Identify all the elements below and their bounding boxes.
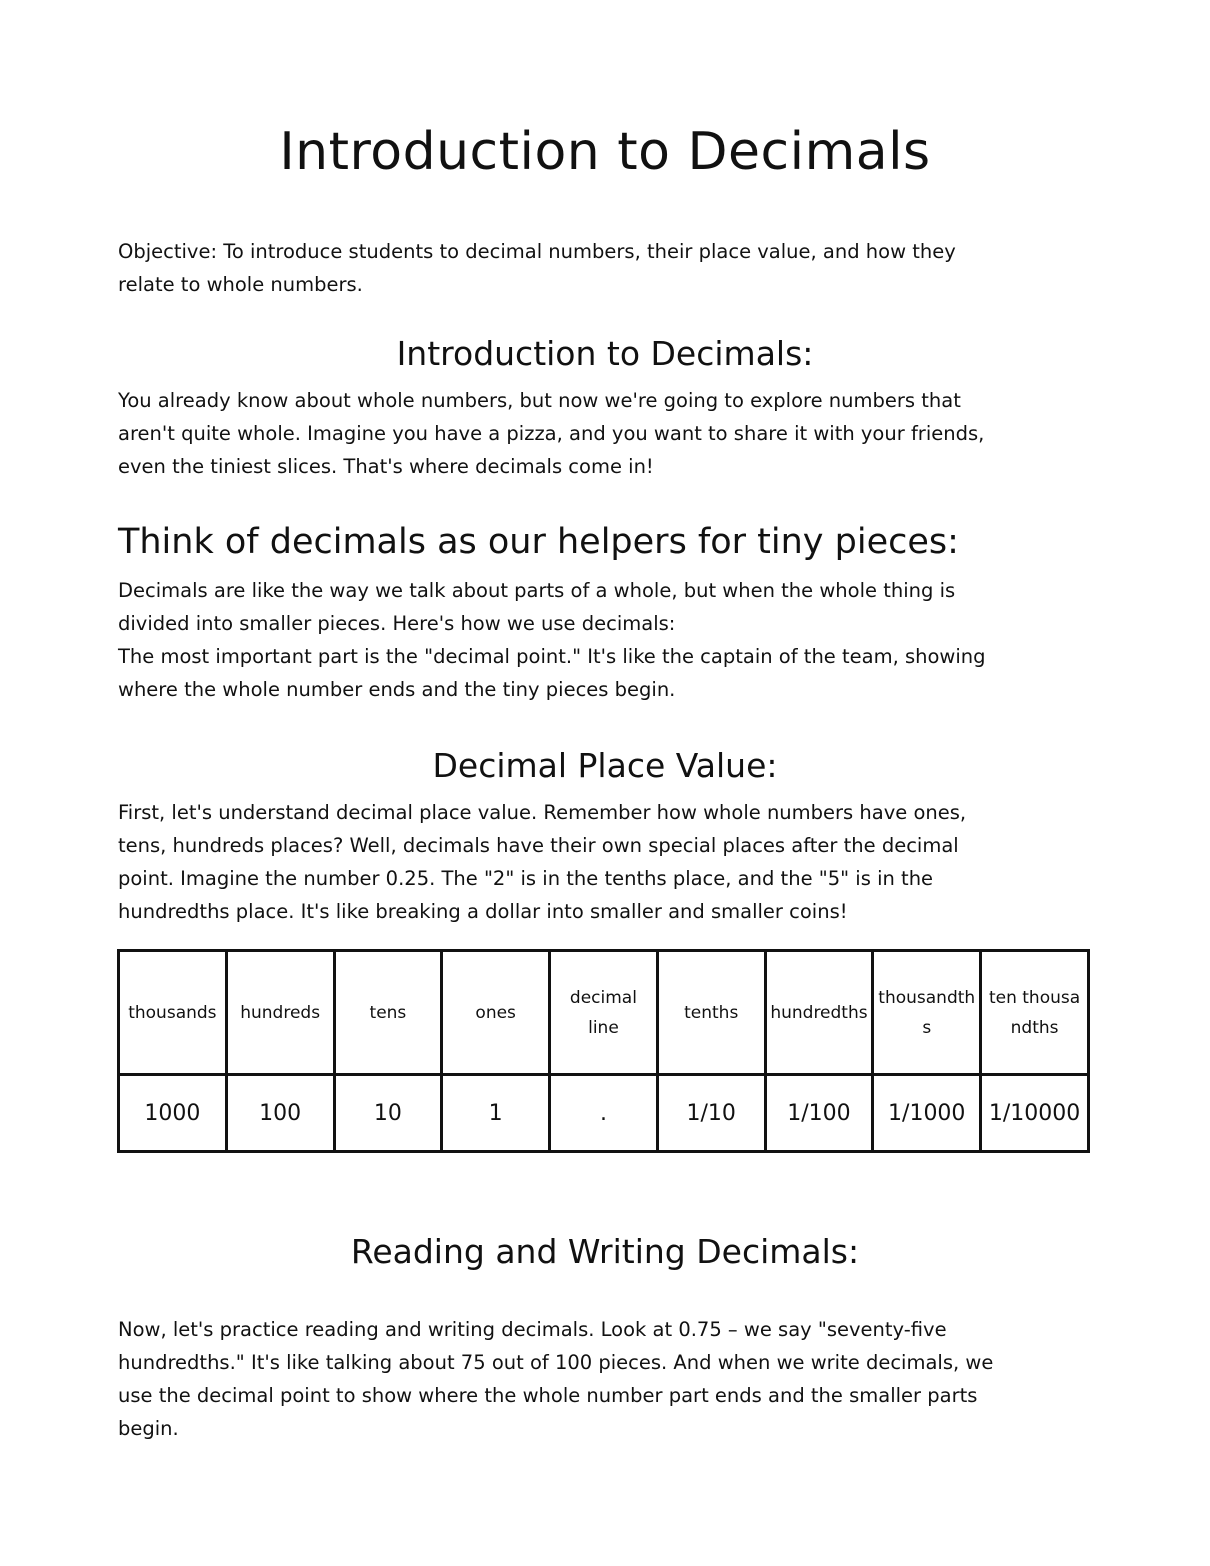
text-line: begin. xyxy=(118,1417,179,1440)
introduction-paragraph xyxy=(118,384,1098,483)
table-cell: 1000 xyxy=(119,1075,227,1152)
table-row xyxy=(119,1075,1089,1152)
text-line: tens, hundreds places? Well, decimals have their own special places after the decimal xyxy=(118,834,959,857)
text-line: Objective: To introduce students to decimal numbers, their place value, and how they xyxy=(118,240,956,263)
table-cell: 1/100 xyxy=(765,1075,873,1152)
text-line: hundredths." It's like talking about 75 out of 100 pieces. And when we write decimals, we xyxy=(118,1351,994,1374)
text-line: where the whole number ends and the tiny pieces begin. xyxy=(118,678,676,701)
text-line: relate to whole numbers. xyxy=(118,273,363,296)
section-heading-place-value: Decimal Place Value: xyxy=(432,746,778,785)
text-line: The most important part is the "decimal point." It's like the captain of the team, showing xyxy=(118,645,986,668)
section-heading-introduction: Introduction to Decimals: xyxy=(396,334,814,373)
text-line: divided into smaller pieces. Here's how we use decimals: xyxy=(118,612,676,635)
text-line: Decimals are like the way we talk about parts of a whole, but when the whole thing is xyxy=(118,579,956,602)
text-line: First, let's understand decimal place value. Remember how whole numbers have ones, xyxy=(118,801,967,824)
table-cell: 1/10 xyxy=(657,1075,765,1152)
reading-writing-paragraph xyxy=(118,1313,1098,1445)
text-line: aren't quite whole. Imagine you have a pizza, and you want to share it with your friends, xyxy=(118,422,985,445)
document-title: Introduction to Decimals xyxy=(279,122,931,182)
text-line: point. Imagine the number 0.25. The "2" is in the tenths place, and the "5" is in the xyxy=(118,867,934,890)
section-heading-helpers: Think of decimals as our helpers for tiny pieces: xyxy=(118,522,959,562)
table-cell: 10 xyxy=(334,1075,442,1152)
text-line: Now, let's practice reading and writing decimals. Look at 0.75 – we say "seventy-five xyxy=(118,1318,947,1341)
helpers-paragraph xyxy=(118,574,1098,706)
table-header-cell: tens xyxy=(334,951,442,1075)
table-cell: 1 xyxy=(442,1075,550,1152)
table-header-cell: tenths xyxy=(657,951,765,1075)
table-header-cell: hundreds xyxy=(226,951,334,1075)
table-cell: 100 xyxy=(226,1075,334,1152)
table-cell: 1/1000 xyxy=(873,1075,981,1152)
section-heading-reading-writing: Reading and Writing Decimals: xyxy=(350,1232,860,1271)
text-line: even the tiniest slices. That's where decimals come in! xyxy=(118,455,654,478)
table-header-row xyxy=(119,951,1089,1075)
text-line: hundredths place. It's like breaking a dollar into smaller and smaller coins! xyxy=(118,900,848,923)
table-header-cell: ten thousandths xyxy=(981,951,1089,1075)
table-header-cell: ones xyxy=(442,951,550,1075)
table-header-cell: thousandths xyxy=(873,951,981,1075)
objective-paragraph xyxy=(118,235,1098,301)
table-header-cell: hundredths xyxy=(765,951,873,1075)
text-line: use the decimal point to show where the whole number part ends and the smaller parts xyxy=(118,1384,978,1407)
text-line: You already know about whole numbers, but now we're going to explore numbers that xyxy=(118,389,961,412)
table-cell: . xyxy=(550,1075,658,1152)
place-value-paragraph xyxy=(118,796,1098,928)
table-cell: 1/10000 xyxy=(981,1075,1089,1152)
place-value-table xyxy=(117,949,1090,1153)
table-header-cell: decimal line xyxy=(550,951,658,1075)
table-header-cell: thousands xyxy=(119,951,227,1075)
